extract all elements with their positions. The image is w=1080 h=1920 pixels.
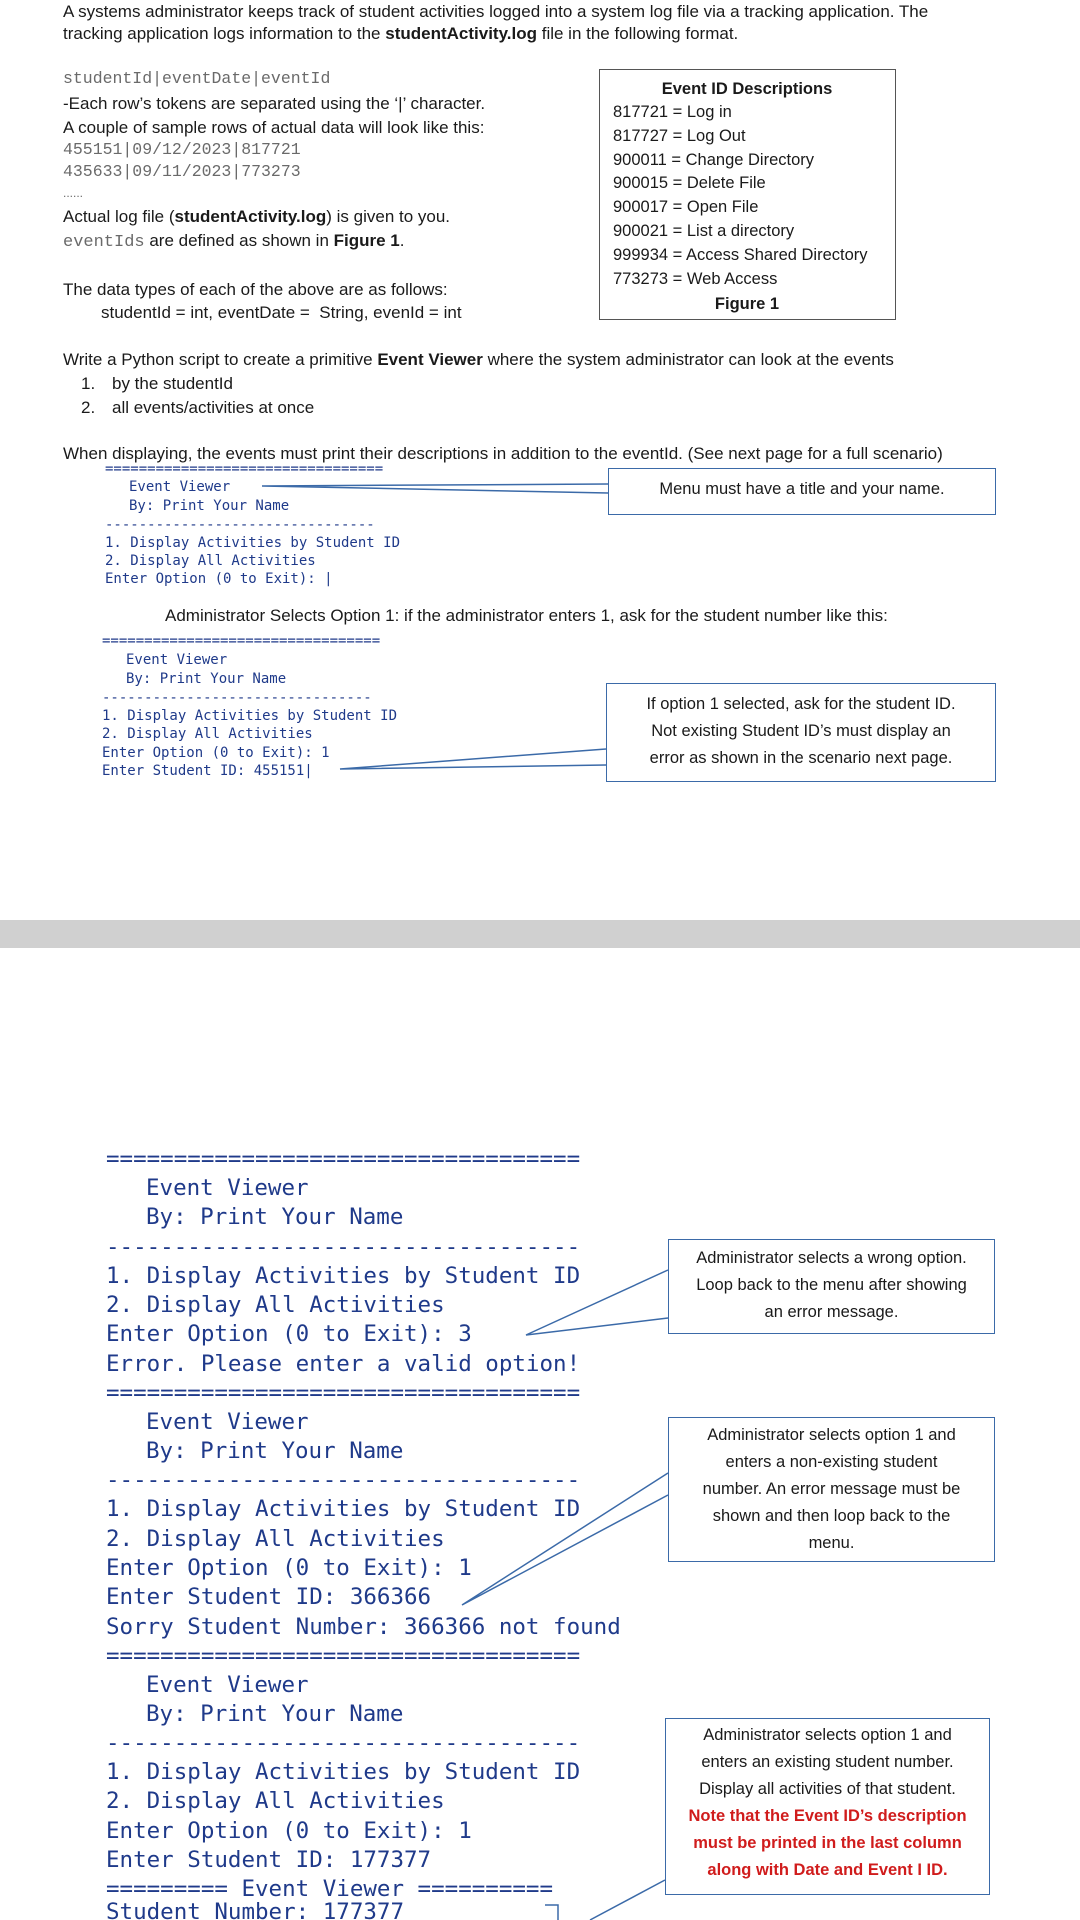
console-2-title: Event Viewer bbox=[126, 652, 228, 668]
scenario-option-2: 2. Display All Activities bbox=[106, 1292, 445, 1318]
scenario-option-2: 2. Display All Activities bbox=[106, 1526, 445, 1552]
console-1-divider: -------------------------------- bbox=[105, 517, 375, 533]
intro-text: file in the following format. bbox=[537, 24, 739, 43]
scenario-block-3-student-number: Student Number: 177377 bbox=[106, 1899, 405, 1920]
event-description-row: 817721 = Log in bbox=[613, 103, 732, 121]
console-2-prompt: Enter Option (0 to Exit): 1 bbox=[102, 745, 330, 761]
figure-1-title: Event ID Descriptions bbox=[661, 80, 833, 98]
scenario-title: Event Viewer bbox=[146, 1409, 309, 1435]
scenario-separator: =================================== bbox=[106, 1380, 581, 1406]
event-description-row: 900011 = Change Directory bbox=[613, 150, 815, 169]
scenario-option-1: 1. Display Activities by Student ID bbox=[106, 1759, 581, 1785]
callout-student-id-line-1: If option 1 selected, ask for the student ID. bbox=[646, 695, 956, 713]
pointer-existing-student-b bbox=[545, 1905, 558, 1920]
scenario-title: Event Viewer bbox=[146, 1672, 309, 1698]
log-filename: studentActivity.log bbox=[385, 24, 537, 43]
separator-note: -Each row’s tokens are separated using the ‘|’ character. bbox=[63, 94, 486, 113]
event-viewer-term: Event Viewer bbox=[377, 350, 483, 369]
console-1-separator: ================================= bbox=[105, 461, 384, 477]
format-header: studentId|eventDate|eventId bbox=[63, 69, 331, 88]
ellipsis: ...... bbox=[63, 186, 84, 200]
intro-line-1: A systems administrator keeps track of student activities logged into a system log file via a tracking application. The bbox=[63, 2, 929, 21]
scenario-block-2-error: Sorry Student Number: 366366 not found bbox=[106, 1614, 621, 1640]
pointer-nonexisting-student bbox=[462, 1473, 668, 1605]
sample-note: A couple of sample rows of actual data will look like this: bbox=[63, 118, 485, 137]
callout-nonexisting-line-1: Administrator selects option 1 and bbox=[707, 1426, 956, 1444]
scenario-separator: =================================== bbox=[106, 1643, 581, 1669]
note-text: Actual log file ( bbox=[63, 207, 175, 226]
types-line-1: The data types of each of the above are as follows: bbox=[63, 280, 448, 299]
callout-existing-line-1: Administrator selects option 1 and bbox=[703, 1726, 952, 1744]
callout-existing-note-3: along with Date and Event I ID. bbox=[707, 1861, 948, 1879]
console-1-author: By: Print Your Name bbox=[129, 498, 290, 514]
console-2-divider: -------------------------------- bbox=[102, 690, 372, 706]
callout-nonexisting-line-3: number. An error message must be bbox=[702, 1480, 961, 1498]
figure-ref: Figure 1 bbox=[333, 231, 400, 250]
scenario-block-3-prompt: Enter Option (0 to Exit): 1 bbox=[106, 1818, 472, 1844]
scenario-block-2-student: Enter Student ID: 366366 bbox=[106, 1584, 432, 1610]
note-text: ) is given to you. bbox=[326, 207, 451, 226]
callout-menu-title-text: Menu must have a title and your name. bbox=[659, 480, 945, 498]
task-item-2: all events/activities at once bbox=[112, 398, 315, 417]
console-1-prompt: Enter Option (0 to Exit): | bbox=[105, 571, 333, 587]
console-2-author: By: Print Your Name bbox=[126, 671, 287, 687]
intro-text: tracking application logs information to the bbox=[63, 24, 386, 43]
scenario-author: By: Print Your Name bbox=[146, 1438, 404, 1464]
callout-nonexisting-line-5: menu. bbox=[808, 1534, 855, 1552]
scenario-separator: =================================== bbox=[106, 1146, 581, 1172]
event-description-row: 900021 = List a directory bbox=[613, 221, 795, 240]
task-text: where the system administrator can look at the events bbox=[482, 350, 894, 369]
callout-existing-note-1: Note that the Event ID’s description bbox=[688, 1807, 967, 1825]
scenario-author: By: Print Your Name bbox=[146, 1701, 404, 1727]
pointer-student-id bbox=[340, 749, 606, 769]
callout-existing-note-2: must be printed in the last column bbox=[693, 1834, 962, 1852]
callout-student-id-line-2: Not existing Student ID’s must display an bbox=[651, 722, 951, 740]
task-item-2-number: 2. bbox=[81, 398, 96, 417]
sample-row-2: 435633|09/11/2023|773273 bbox=[63, 162, 301, 181]
scenario-option-1: 1. Display Activities by Student ID bbox=[106, 1496, 581, 1522]
task-item-1: by the studentId bbox=[112, 374, 233, 393]
note-text: . bbox=[399, 231, 405, 250]
scenario-block-1-prompt: Enter Option (0 to Exit): 3 bbox=[106, 1321, 472, 1347]
scenario-title: Event Viewer bbox=[146, 1175, 309, 1201]
scenario-divider: ----------------------------------- bbox=[106, 1234, 581, 1260]
pointer-existing-student bbox=[590, 1880, 665, 1920]
callout-wrong-option-line-2: Loop back to the menu after showing bbox=[696, 1276, 967, 1294]
task-item-1-number: 1. bbox=[81, 374, 96, 393]
console-2-student-prompt: Enter Student ID: 455151| bbox=[102, 763, 313, 779]
pointer-menu-title bbox=[262, 484, 608, 493]
task-text: Write a Python script to create a primitive bbox=[63, 350, 378, 369]
callout-student-id-line-3: error as shown in the scenario next page. bbox=[649, 749, 953, 767]
callout-wrong-option-line-3: an error message. bbox=[764, 1303, 899, 1321]
console-1-option-2: 2. Display All Activities bbox=[105, 553, 316, 569]
scenario-divider: ----------------------------------- bbox=[106, 1730, 581, 1756]
types-line-2: studentId = int, eventDate = String, evenId = int bbox=[101, 303, 462, 322]
sample-row-1: 455151|09/12/2023|817721 bbox=[63, 140, 301, 159]
pointer-wrong-option bbox=[526, 1270, 668, 1335]
scenario-block-1-error: Error. Please enter a valid option! bbox=[106, 1351, 581, 1377]
event-description-row: 999934 = Access Shared Directory bbox=[613, 245, 868, 264]
console-2-option-1: 1. Display Activities by Student ID bbox=[102, 708, 398, 724]
scenario-option-2: 2. Display All Activities bbox=[106, 1788, 445, 1814]
log-filename: studentActivity.log bbox=[174, 207, 327, 226]
scenario-block-3-header: ========= Event Viewer ========== bbox=[106, 1876, 554, 1902]
scenario-option-1: 1. Display Activities by Student ID bbox=[106, 1263, 581, 1289]
callout-existing-line-3: Display all activities of that student. bbox=[699, 1780, 956, 1798]
console-2-option-2: 2. Display All Activities bbox=[102, 726, 313, 742]
console-2-separator: ================================= bbox=[102, 633, 381, 649]
event-description-row: 900017 = Open File bbox=[613, 198, 759, 217]
scenario-block-2-prompt: Enter Option (0 to Exit): 1 bbox=[106, 1555, 472, 1581]
figure-1-caption: Figure 1 bbox=[714, 295, 780, 313]
scenario-divider: ----------------------------------- bbox=[106, 1467, 581, 1493]
callout-nonexisting-line-4: shown and then loop back to the bbox=[712, 1507, 951, 1525]
display-note: When displaying, the events must print their descriptions in addition to the eventId. (See next page for a full scenario) bbox=[63, 444, 943, 463]
event-description-row: 773273 = Web Access bbox=[613, 269, 778, 288]
scenario-block-3-student: Enter Student ID: 177377 bbox=[106, 1847, 432, 1873]
callout-nonexisting-line-2: enters a non-existing student bbox=[725, 1453, 938, 1471]
console-1-option-1: 1. Display Activities by Student ID bbox=[105, 535, 401, 551]
callout-existing-line-2: enters an existing student number. bbox=[701, 1753, 954, 1771]
note-text: are defined as shown in bbox=[144, 231, 334, 250]
event-description-row: 817727 = Log Out bbox=[613, 126, 746, 145]
console-1-title: Event Viewer bbox=[129, 479, 231, 495]
option-1-heading: Administrator Selects Option 1: if the administrator enters 1, ask for the student number like this: bbox=[165, 606, 888, 625]
event-description-row: 900015 = Delete File bbox=[613, 174, 766, 193]
scenario-author: By: Print Your Name bbox=[146, 1204, 404, 1230]
callout-wrong-option-line-1: Administrator selects a wrong option. bbox=[696, 1249, 967, 1267]
eventids-code: eventIds bbox=[63, 233, 145, 252]
